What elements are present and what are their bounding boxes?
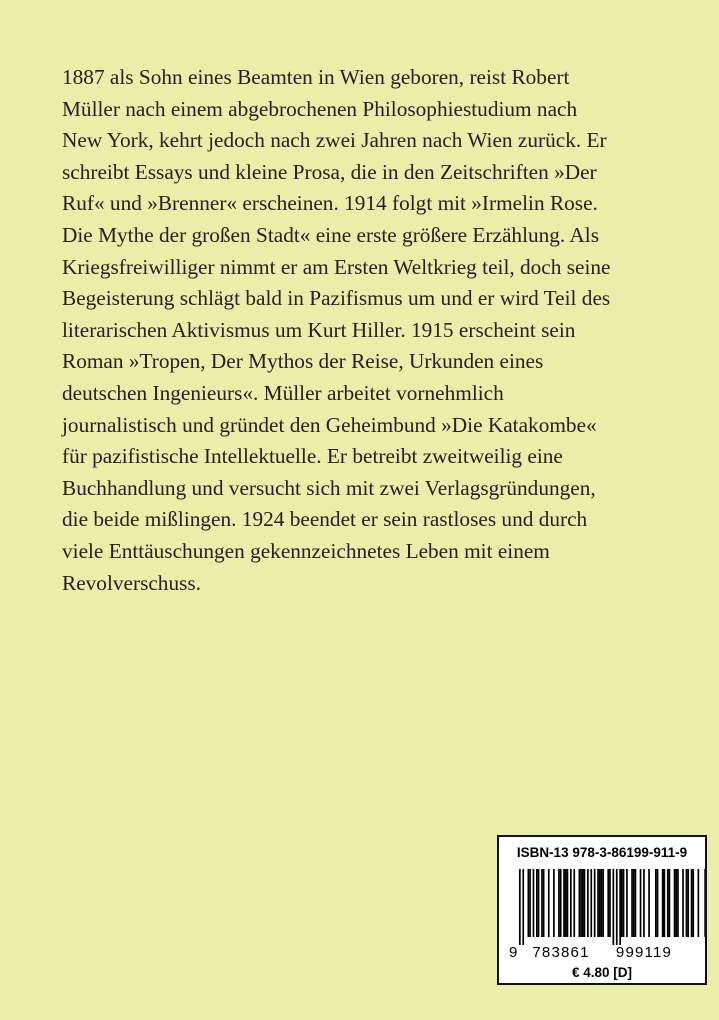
- blurb-line: Ruf« und »Brenner« erscheinen. 1914 folgt mit »Irmelin Rose.: [62, 191, 598, 216]
- barcode-digits-right: 999119: [615, 944, 673, 961]
- barcode-bar: [655, 869, 657, 937]
- barcode-bar: [609, 869, 611, 937]
- barcode-bar: [590, 869, 592, 937]
- blurb-line: Müller nach einem abgebrochenen Philosophiestudium nach: [62, 96, 578, 121]
- blurb-line: 1887 als Sohn eines Beamten in Wien geboren, reist Robert: [62, 65, 570, 89]
- barcode-digits-left: 783861: [532, 944, 590, 961]
- barcode-bar: [633, 869, 635, 937]
- blurb-line: journalistisch und gründet den Geheimbund »Die Katakombe«: [62, 412, 597, 437]
- barcode-bar: [587, 869, 589, 937]
- barcode-digit-first: 9: [509, 944, 518, 961]
- barcode-bar: [657, 869, 659, 937]
- back-cover-blurb: [62, 62, 682, 599]
- barcode-bar: [640, 869, 642, 937]
- barcode-bar: [522, 869, 524, 945]
- barcode-graphic: [499, 867, 705, 962]
- barcode-bar: [698, 869, 700, 937]
- blurb-line: New York, kehrt jedoch nach zwei Jahren nach Wien zurück. Er: [62, 128, 607, 153]
- barcode-bar: [619, 869, 621, 945]
- blurb-line: für pazifistische Intellektuelle. Er betreibt zweitweilig eine: [62, 444, 563, 469]
- barcode-bar: [558, 869, 560, 937]
- barcode-bar: [563, 869, 565, 937]
- blurb-line: Buchhandlung und versucht sich mit zwei Verlagsgründungen,: [62, 475, 596, 500]
- barcode-bar: [570, 869, 572, 937]
- barcode-bar: [677, 869, 679, 937]
- barcode-bar: [664, 869, 666, 937]
- barcode-bar: [662, 869, 664, 937]
- barcode-bar: [691, 869, 693, 937]
- blurb-line: Die Mythe der großen Stadt« eine erste größere Erzählung. Als: [62, 222, 599, 247]
- blurb-line: Roman »Tropen, Der Mythos der Reise, Urkunden eines: [62, 349, 544, 374]
- barcode-bar: [536, 869, 538, 937]
- barcode-bar: [553, 869, 555, 937]
- barcode-bar: [582, 869, 584, 937]
- blurb-line: die beide mißlingen. 1924 beendet er sein rastloses und durch: [62, 507, 588, 532]
- barcode-bar: [573, 869, 575, 937]
- blurb-line: Revolverschuss.: [62, 570, 202, 595]
- barcode-bar: [594, 869, 596, 937]
- barcode-bar: [548, 869, 550, 937]
- barcode-bar: [602, 869, 604, 937]
- barcode-bar: [607, 869, 609, 937]
- barcode-bar: [601, 869, 603, 937]
- blurb-line: schreibt Essays und kleine Prosa, die in den Zeitschriften »Der: [62, 159, 597, 184]
- barcode-bar: [599, 869, 601, 937]
- blurb-line: viele Enttäuschungen gekennzeichnetes Leben mit einem: [62, 538, 550, 563]
- barcode-bar: [584, 869, 586, 937]
- barcode-bar: [538, 869, 540, 937]
- isbn-label: ISBN-13 978-3-86199-911-9: [516, 845, 688, 860]
- barcode-bar: [529, 869, 531, 937]
- barcode-bar: [631, 869, 633, 937]
- barcode-bar: [541, 869, 543, 937]
- barcode-bar: [669, 869, 671, 937]
- barcode-bar: [580, 869, 582, 937]
- barcode-bar: [565, 869, 567, 937]
- barcode-bars: [519, 869, 705, 945]
- barcode-bar: [686, 869, 688, 937]
- barcode-bar: [519, 869, 521, 945]
- barcode-bar: [543, 869, 545, 937]
- barcode-bar: [579, 869, 581, 937]
- barcode-bar: [682, 869, 684, 937]
- blurb-line: deutschen Ingenieurs«. Müller arbeitet vornehmlich: [62, 380, 504, 405]
- barcode-bar: [616, 869, 618, 945]
- barcode-bar: [687, 869, 689, 937]
- barcode-bar: [533, 869, 535, 937]
- barcode-bar: [643, 869, 645, 937]
- barcode-bar: [560, 869, 562, 937]
- barcode-bar: [675, 869, 677, 937]
- barcode-bar: [613, 869, 615, 945]
- blurb-line: Kriegsfreiwilliger nimmt er am Ersten Weltkrieg teil, doch seine: [62, 254, 611, 279]
- barcode-bar: [597, 869, 599, 937]
- price-label: € 4.80 [D]: [571, 965, 633, 980]
- barcode-bar: [692, 869, 694, 937]
- blurb-line: Begeisterung schlägt bald in Pazifismus um und er wird Teil des: [62, 286, 611, 311]
- barcode-bar: [674, 869, 676, 937]
- barcode-bar: [635, 869, 637, 937]
- blurb-line: literarischen Aktivismus um Kurt Hiller. 1915 erscheint sein: [62, 317, 576, 342]
- barcode-bar: [626, 869, 628, 937]
- barcode-bar: [648, 869, 650, 937]
- barcode-bar: [704, 869, 705, 937]
- barcode-bar: [621, 869, 623, 937]
- barcode-bar: [528, 869, 530, 937]
- barcode-bar: [567, 869, 569, 937]
- isbn-barcode-box: [497, 835, 707, 985]
- barcode-bar: [667, 869, 669, 937]
- barcode-bar: [623, 869, 625, 937]
